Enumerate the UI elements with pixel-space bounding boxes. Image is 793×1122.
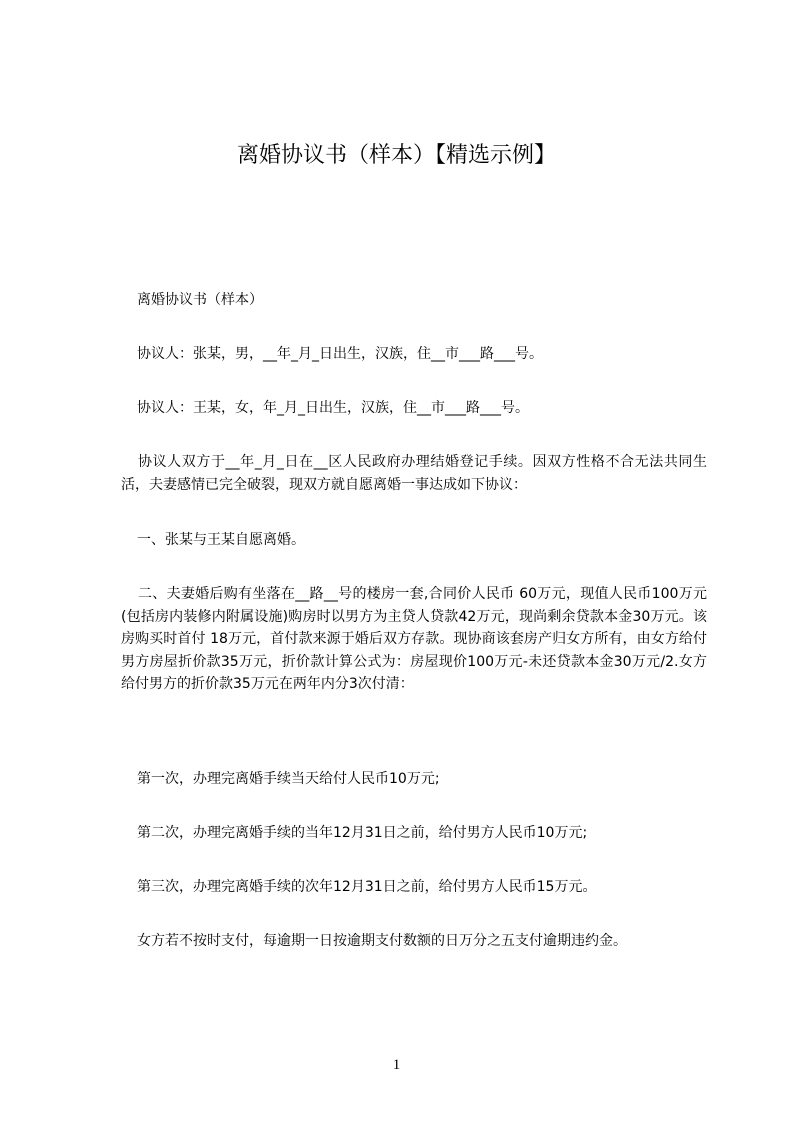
page-number: 1	[392, 1057, 401, 1073]
preamble-paragraph: 协议人双方于__年_月_日在__区人民政府办理结婚登记手续。因双方性格不合无法共同生活，夫妻感情已完全破裂，现双方就自愿离婚一事达成如下协议：	[121, 454, 707, 493]
payment-3-line: 第三次，办理完离婚手续的次年12月31日之前，给付男方人民币15万元。	[137, 879, 597, 895]
clause-2-paragraph: 二、夫妻婚后购有坐落在__路__号的楼房一套,合同价人民币 60万元，现值人民币100万元(包括房内装修内附属设施)购房时以男方为主贷人贷款42万元，现尚剩余贷款本金30万元。该房购买时首付 18万元，首付款来源于婚后双方存款。现协商该套房产归女方所有，由女方给付男方房屋折价款35万元，折价款计算公式为：房屋现价100万元-未还贷款本金30万元/2.女方给付男方的折价款35万元在两年内分3次付清：	[121, 586, 707, 692]
clause-1-line: 一、张某与王某自愿离婚。	[137, 532, 305, 548]
document-title: 离婚协议书（样本）【精选示例】	[236, 143, 556, 168]
party-1-line: 协议人：张某，男，__年_月_日出生，汉族，住__市___路___号。	[137, 346, 543, 362]
payment-2-line: 第二次，办理完离婚手续的当年12月31日之前，给付男方人民币10万元;	[137, 825, 588, 841]
penalty-line: 女方若不按时支付，每逾期一日按逾期支付数额的日万分之五支付逾期违约金。	[137, 933, 627, 949]
payment-1-line: 第一次，办理完离婚手续当天给付人民币10万元;	[137, 771, 440, 787]
party-2-line: 协议人：王某，女，年_月_日出生，汉族，住__市___路___号。	[137, 400, 529, 416]
document-subtitle: 离婚协议书（样本）	[137, 292, 263, 308]
